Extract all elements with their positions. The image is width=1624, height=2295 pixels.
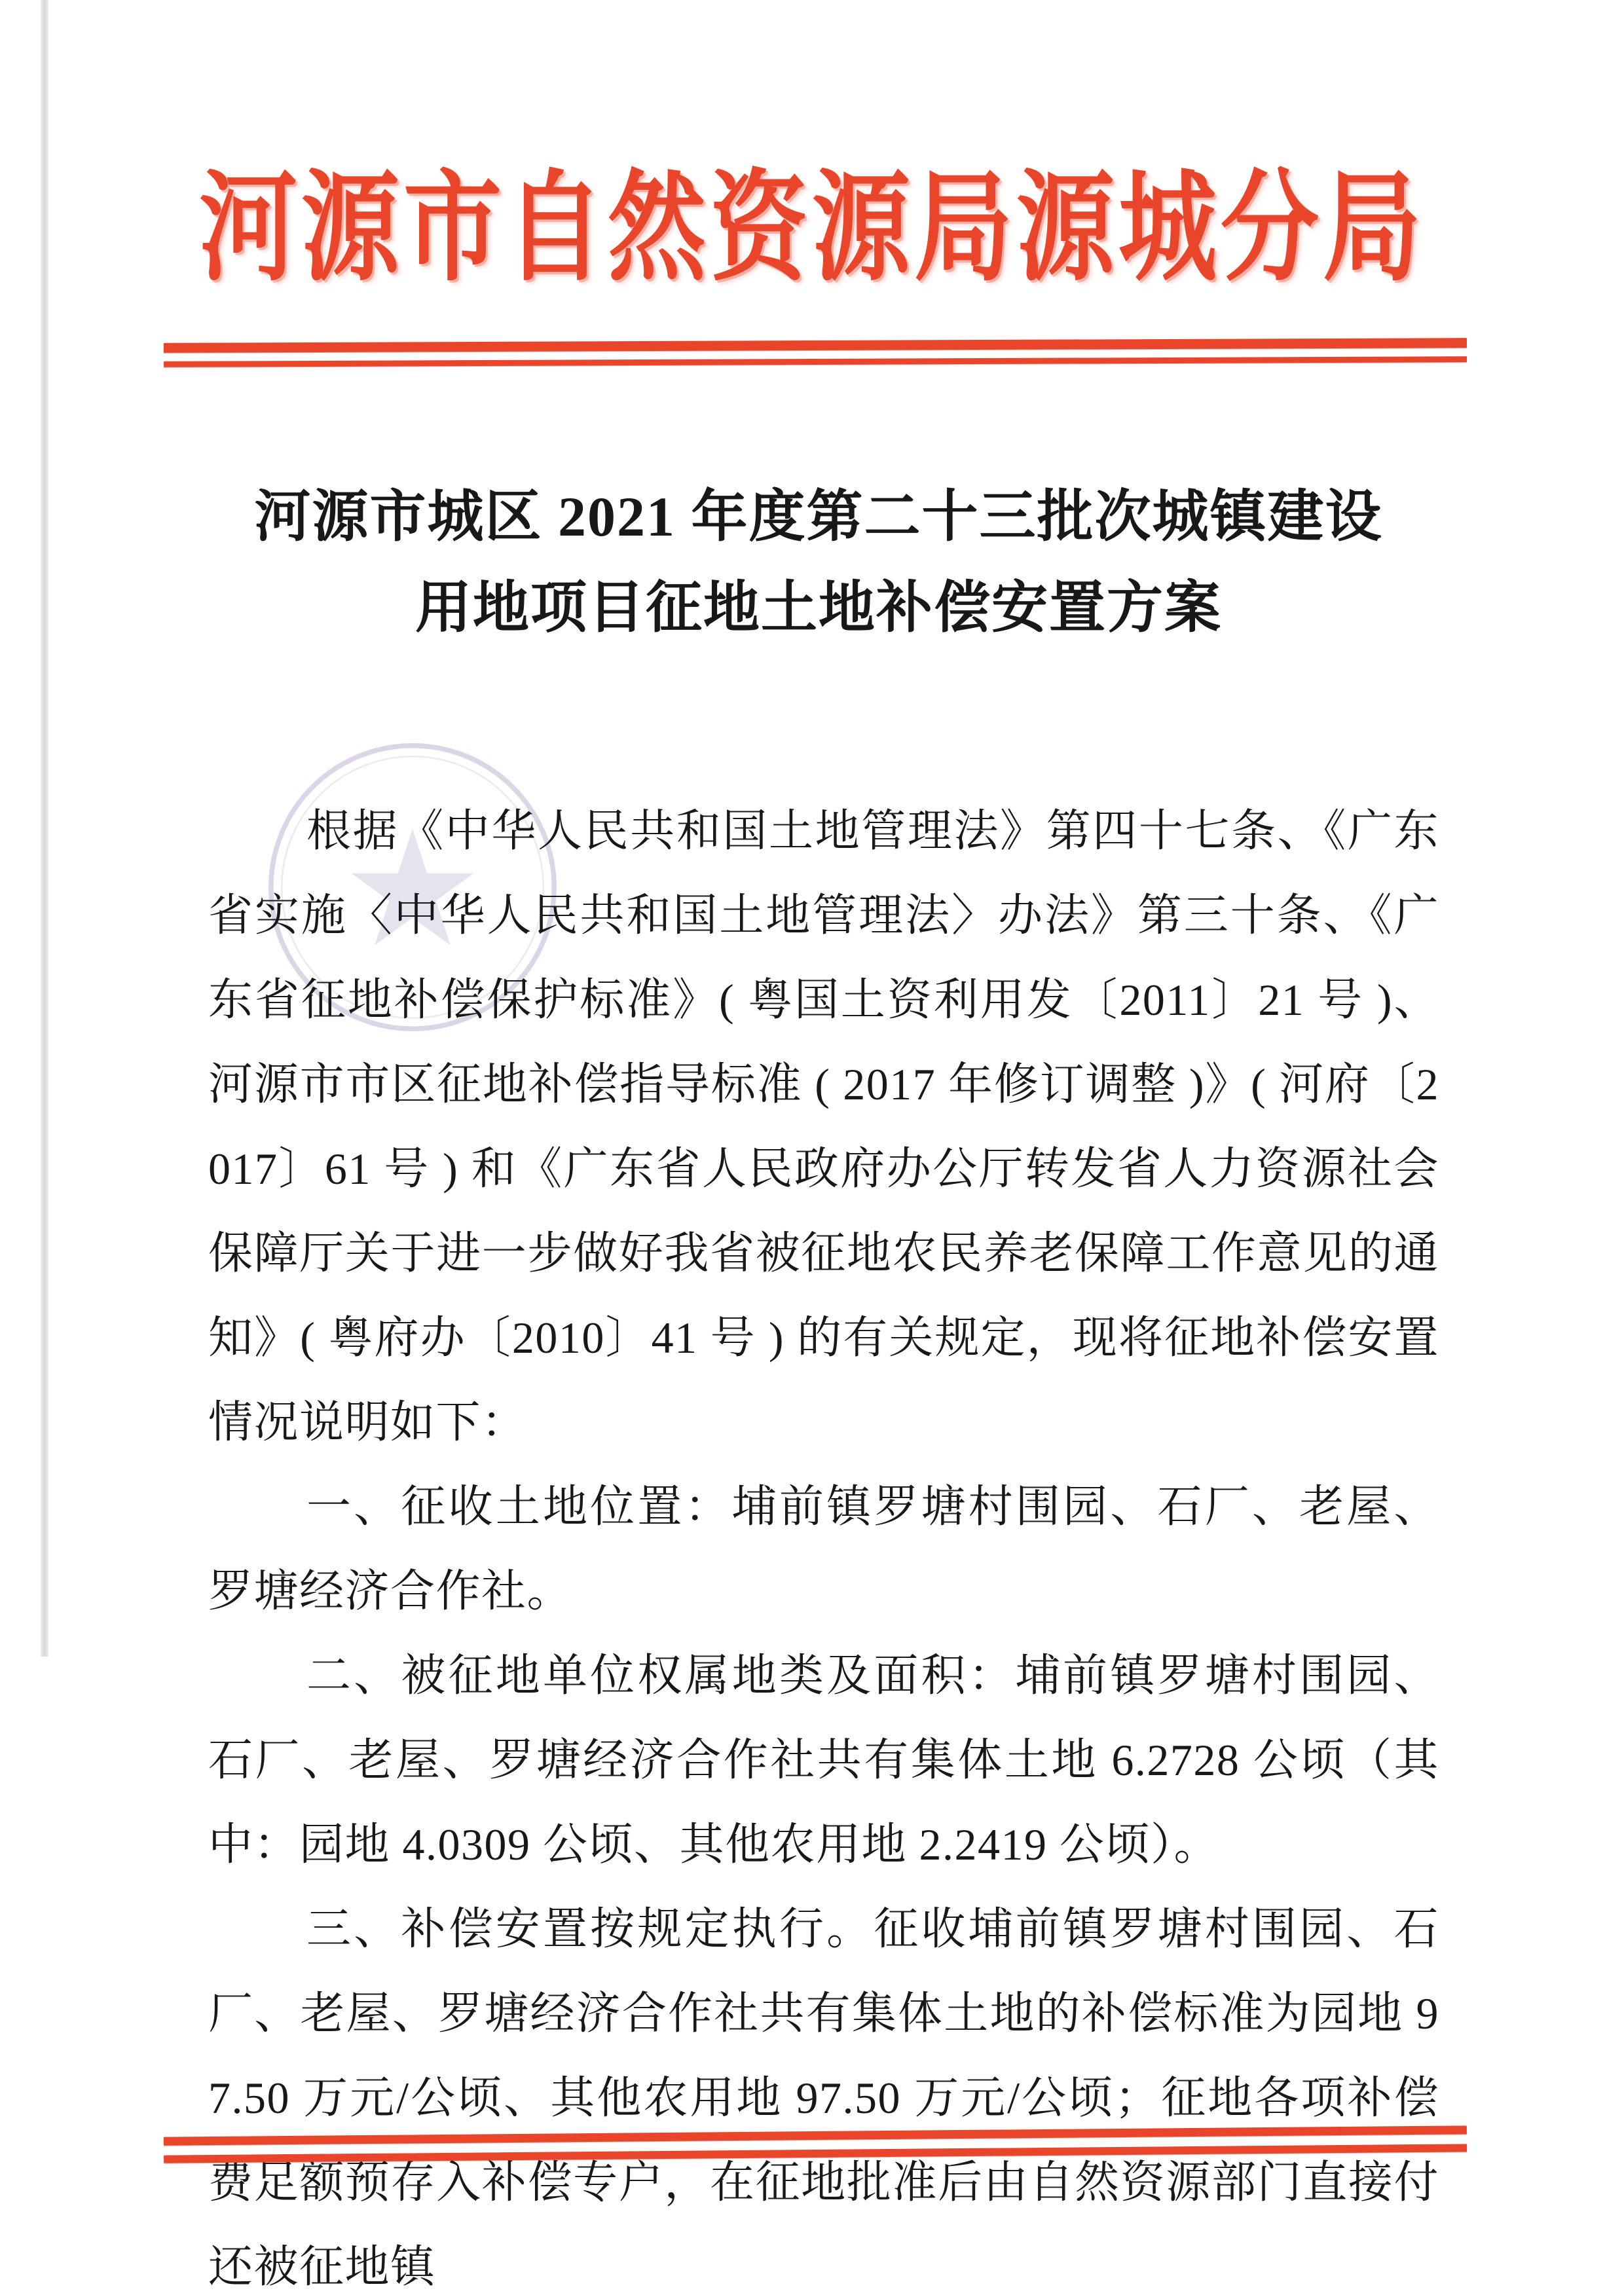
- paragraph-section-2: 二、被征地单位权属地类及面积：埔前镇罗塘村围园、石厂、老屋、罗塘经济合作社共有集体土地 6.2728 公顷（其中：园地 4.0309 公顷、其他农用地 2.2419 公顷）。: [208, 1651, 1439, 1869]
- paragraph-section-1: 一、征收土地位置：埔前镇罗塘村围园、石厂、老屋、罗塘经济合作社。: [208, 1482, 1439, 1616]
- issuing-authority-title: 河源市自然资源局源城分局: [198, 162, 1425, 296]
- paragraph-preamble: 根据《中华人民共和国土地管理法》第四十七条、《广东省实施〈中华人民共和国土地管理法〉办法》第三十条、《广东省征地补偿保护标准》( 粤国土资利用发〔2011〕21 号 )、河源市市区征地补偿指导标准 ( 2017 年修订调整 )》( 河府〔2017〕61 号 ) 和《广东省人民政府办公厅转发省人力资源社会保障厅关于进一步做好我省被征地农民养老保障工作意见的通知》( 粤府办〔2010〕41 号 ) 的有关规定，现将征地补偿安置情况说明如下：: [208, 806, 1439, 1447]
- paragraph-section-3: 三、补偿安置按规定执行。征收埔前镇罗塘村围园、石厂、老屋、罗塘经济合作社共有集体土地的补偿标准为园地 97.50 万元/公顷、其他农用地 97.50 万元/公顷；征地各项补偿费足额预存入补偿专户，在征地批准后由自然资源部门直接付还被征地镇: [208, 1904, 1439, 2292]
- page-title-line-1: 河源市城区 2021 年度第二十三批次城镇建设: [254, 485, 1383, 548]
- page-title: [216, 471, 1421, 654]
- document-body: [208, 789, 1439, 2295]
- masthead: [0, 162, 1624, 296]
- page-title-line-2: 用地项目征地土地补偿安置方案: [415, 576, 1222, 640]
- masthead-divider: [164, 338, 1467, 367]
